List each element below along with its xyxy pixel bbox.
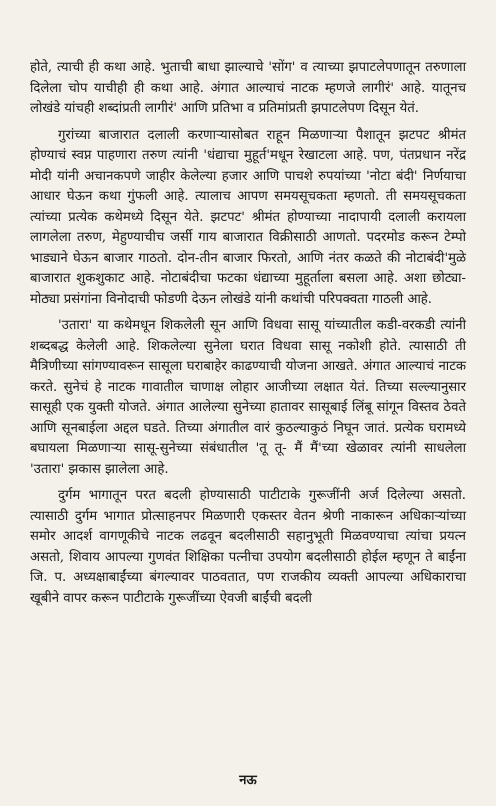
page-number: नऊ	[239, 773, 257, 788]
paragraph-4: दुर्गम भागातून परत बदली होण्यासाठी पाटीटाके गुरूजींनी अर्ज दिलेल्या असतो. त्यासाठी दुर्गम भागात प्रोत्साहनपर मिळणारी एकस्तर वेतन श्रेणी नाकारून अधिकाऱ्यांच्या समोर आदर्श वागणूकीचे नाटक लढवून बदलीसाठी सहानुभूती मिळवण्याचा त्यांचा प्रयत्न असतो, शिवाय आपल्या गुणवंत शिक्षिका पत्नीचा उपयोग बदलीसाठी होईल म्हणून ते बाईंना जि. प. अध्यक्षाबाईंच्या बंगल्यावर पाठवतात, पण राजकीय व्यक्ती आपल्या अधिकाराचा खूबीने वापर करून पाटीटाके गुरूजींच्या ऐवजी बाईंची बदली	[30, 488, 466, 606]
paragraph-3: 'उतारा' या कथेमधून शिकलेली सून आणि विधवा सासू यांच्यातील कडी-वरकडी त्यांनी शब्दबद्ध केलेली आहे. शिकलेल्या सुनेला घरात विधवा सासू नकोशी होते. त्यासाठी ती मैत्रिणीच्या सांगण्यावरून सासूला घराबाहेर काढण्याची योजना आखते. अंगात आल्याचं नाटक करते. सुनेचं हे नाटक गावातील चाणाक्ष लोहार आजीच्या लक्षात येतं. तिच्या सल्ल्यानुसार सासूही एक युक्ती योजते. अंगात आलेल्या सुनेच्या हातावर सासूबाई लिंबू सांगून विस्तव ठेवते आणि सूनबाईला अद्दल घडते. तिच्या अंगातील वारं कुठल्याकुठं निघून जातं. प्रत्येक घरामध्ये बघायला मिळणाऱ्या सासू-सुनेच्या संबंधातील 'तू तू- मैं मैं'च्या खेळावर त्यांनी साधलेला 'उतारा' झकास झालेला आहे.	[30, 318, 466, 477]
paragraph-1: होते, त्याची ही कथा आहे. भुताची बाधा झाल्याचे 'सोंग' व त्याच्या झपाटलेपणातून तरुणाला दिलेला चोप याचीही ही कथा आहे. अंगात आल्याचं नाटक म्हणजे लागीरं' आहे. यातूनच लोखंडे यांचही शब्दांप्रती लागीरं' आणि प्रतिभा व प्रतिमांप्रती झपाटलेपण दिसून येतं.	[30, 60, 466, 116]
paragraph-2: गुरांच्या बाजारात दलाली करणाऱ्यासोबत राहून मिळणाऱ्या पैशातून झटपट श्रीमंत होण्याचं स्वप्न पाहणारा तरुण त्यांनी 'धंद्याचा मुहूर्त'मधून रेखाटला आहे. पण, पंतप्रधान नरेंद्र मोदी यांनी अचानकपणे जाहीर केलेल्या हजार आणि पाचशे रुपयांच्या 'नोटा बंदी' निर्णयाचा आधार घेऊन कथा गुंफली आहे. त्यालाच आपण समयसूचकता म्हणतो. ती समयसूचकता त्यांच्या प्रत्येक कथेमध्ये दिसून येते. झटपट' श्रीमंत होण्याच्या नादापायी दलाली करायला लागलेला तरुण, मेहुण्याचीच जर्सी गाय बाजारात विक्रीसाठी आणतो. पदरमोड करून टेम्पो भाड्याने घेऊन बाजार गाठतो. दोन-तीन बाजार फिरतो, आणि नंतर कळते की नोटाबंदी'मुळे बाजारात शुकशुकाट आहे. नोटाबंदीचा फटका धंद्याच्या मुहूर्ताला बसला आहे. अशा छोट्या-मोठ्या प्रसंगांना विनोदाची फोडणी देऊन लोखंडे यांनी कथांची परिपक्वता गाठली आहे.	[30, 127, 466, 307]
